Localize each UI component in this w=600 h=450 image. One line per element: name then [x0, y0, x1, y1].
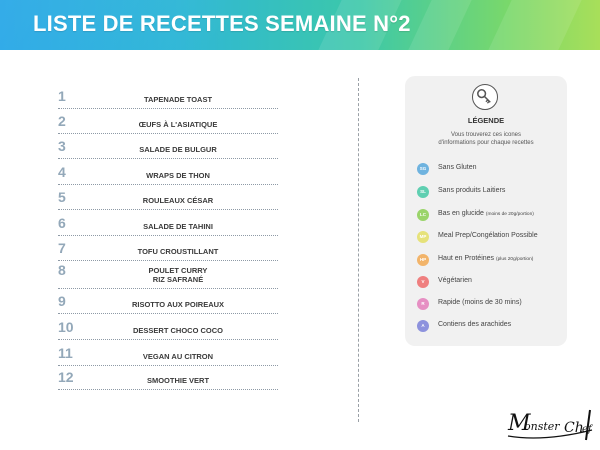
legend-item-low-carb — [417, 209, 565, 221]
recipe-row — [58, 236, 278, 261]
badge-lc: LC — [417, 209, 429, 221]
svg-text:Ch: Ch — [564, 420, 584, 436]
recipe-number: 1 — [58, 88, 66, 104]
recipe-name: ŒUFS À L'ASIATIQUE — [138, 120, 218, 129]
recipe-name: VEGAN AU CITRON — [142, 352, 214, 361]
badge-v: V — [417, 276, 429, 288]
badge-a: A — [417, 320, 429, 332]
recipe-number: 9 — [58, 293, 66, 309]
legend-item-vegetarien — [417, 276, 565, 288]
legend-panel — [405, 76, 567, 346]
recipe-name: SALADE DE TAHINI — [143, 222, 213, 231]
recipe-name: DESSERT CHOCO COCO — [132, 326, 223, 335]
recipe-name: TOFU CROUSTILLANT — [137, 247, 219, 256]
legend-label: Haut en Protéines (plus 20g/portion) — [438, 255, 534, 262]
recipe-number: 5 — [58, 189, 66, 205]
recipe-row — [58, 366, 278, 390]
recipe-number: 12 — [58, 369, 74, 385]
legend-intro: Vous trouverez ces icones d'informations pour chaque recettes — [438, 132, 534, 146]
legend-item-arachides — [417, 320, 565, 332]
legend-item-high-protein — [417, 254, 565, 266]
signature-logo — [504, 400, 598, 444]
recipe-number: 6 — [58, 215, 66, 231]
recipe-row — [58, 185, 278, 210]
legend-item-meal-prep — [417, 231, 565, 243]
legend-label: Sans Gluten — [438, 164, 477, 171]
recipe-name: WRAPS DE THON — [146, 171, 210, 180]
recipe-row — [58, 210, 278, 236]
recipe-number: 8 — [58, 262, 66, 278]
recipe-name: POULET CURRY RIZ SAFRANÉ — [148, 266, 208, 284]
header-banner — [0, 0, 600, 50]
column-divider — [358, 78, 359, 422]
recipe-number: 11 — [58, 345, 73, 361]
svg-text:ef: ef — [582, 424, 592, 435]
badge-sg: SG — [417, 163, 429, 175]
legend-label: Contiens des arachides — [438, 321, 512, 328]
legend-label: Végétarien — [438, 277, 472, 284]
legend-label: Rapide (moins de 30 mins) — [438, 299, 522, 306]
recipe-row — [58, 109, 278, 134]
legend-title: LÉGENDE — [467, 116, 505, 125]
badge-sl: SL — [417, 186, 429, 198]
recipe-row — [58, 340, 278, 366]
recipe-number: 2 — [58, 113, 66, 129]
key-icon — [472, 84, 498, 110]
legend-item-sans-gluten — [417, 163, 565, 175]
recipe-name: TAPENADE TOAST — [143, 95, 213, 104]
svg-text:onster: onster — [524, 420, 560, 433]
recipe-row — [58, 314, 278, 340]
recipe-name: RISOTTO AUX POIREAUX — [131, 300, 225, 309]
recipe-number: 10 — [58, 319, 74, 335]
badge-hp: HP — [417, 254, 429, 266]
recipe-name: SMOOTHIE VERT — [146, 376, 210, 385]
legend-label: Bas en glucide (moins de 20g/portion) — [438, 210, 534, 217]
recipe-name: SALADE DE BULGUR — [139, 145, 217, 154]
badge-r: R — [417, 298, 429, 310]
recipe-row — [58, 261, 278, 289]
recipe-row — [58, 289, 278, 314]
legend-item-sans-lactose — [417, 186, 565, 198]
legend-item-rapide — [417, 298, 565, 310]
svg-text:M: M — [508, 411, 531, 436]
page-title: LISTE DE RECETTES SEMAINE N°2 — [33, 11, 411, 36]
recipe-list — [58, 86, 278, 390]
recipe-row — [58, 134, 278, 159]
badge-mp: MP — [417, 231, 429, 243]
recipe-number: 4 — [58, 164, 66, 180]
legend-label: Sans produits Laitiers — [438, 187, 506, 194]
recipe-name: ROULEAUX CÉSAR — [142, 196, 214, 205]
recipe-row — [58, 159, 278, 185]
recipe-number: 3 — [58, 138, 66, 154]
recipe-number: 7 — [58, 240, 66, 256]
legend-label: Meal Prep/Congélation Possible — [438, 232, 538, 239]
recipe-row — [58, 86, 278, 109]
